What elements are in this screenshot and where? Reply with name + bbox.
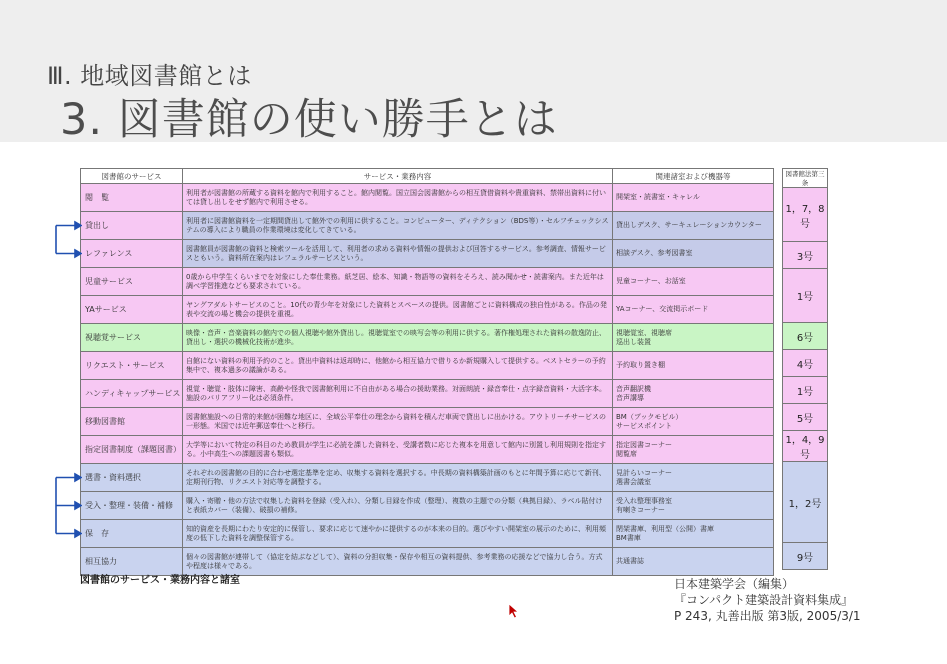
table-row xyxy=(81,268,774,296)
service-name: 児童サービス xyxy=(81,268,183,296)
service-name: 保 存 xyxy=(81,520,183,548)
table-row xyxy=(81,380,774,408)
header-rooms: 関連諸室および機器等 xyxy=(613,169,774,184)
related-rooms: 相談デスク、参考図書室 xyxy=(613,240,774,268)
law-article: 5号 xyxy=(783,404,828,431)
service-description: 映像・音声・音楽資料の館内での個人視聴や館外貸出し。視聴覚室での映写会等の利用に供する。著作権処理された資料の散逸防止、貸出し・選択の機械化技術が進歩。 xyxy=(183,324,613,352)
arrow-head xyxy=(75,530,81,537)
arrow-head xyxy=(75,474,81,481)
mouse-pointer-icon xyxy=(508,603,520,619)
service-name: 受入・整理・装備・補修 xyxy=(81,492,183,520)
related-rooms: 貸出しデスク、サーキュレーションカウンター xyxy=(613,212,774,240)
service-name: リクエスト・サービス xyxy=(81,352,183,380)
law-article: 3号 xyxy=(783,242,828,269)
law-article: 1，2号 xyxy=(783,462,828,543)
related-rooms: 視聴覚室、視聴席 巡出し装置 xyxy=(613,324,774,352)
service-description: 図書館員が図書館の資料と検索ツールを活用して、利用者の求める資料や情報の提供および回答するサービス。参考調査、情報サービスともいう。資料所在案内はレフェラルサービスという。 xyxy=(183,240,613,268)
related-rooms: 予約取り置き棚 xyxy=(613,352,774,380)
header-content: サービス・業務内容 xyxy=(183,169,613,184)
service-name: レファレンス xyxy=(81,240,183,268)
table-row xyxy=(81,212,774,240)
related-rooms: 見計らいコーナー 選書会議室 xyxy=(613,464,774,492)
flow-arrows xyxy=(52,168,82,548)
service-name: 相互協力 xyxy=(81,548,183,576)
related-rooms: 開架室・読書室・キャレル xyxy=(613,184,774,212)
related-rooms: 音声翻訳機 音声講導 xyxy=(613,380,774,408)
service-description: 個々の図書館が連帯して（協定を結ぶなどして）、資料の分担収集・保存や相互の資料提供、参考業務の応援などで協力し合う。方式や程度は様々である。 xyxy=(183,548,613,576)
table-row xyxy=(81,324,774,352)
arrow-head xyxy=(75,502,81,509)
service-description: 大学等において特定の科目のため教員が学生に必読を課した資料を、受講者数に応じた複本を用意して館内に別置し利用規則を指定する。小中高生への課題図書も類似。 xyxy=(183,436,613,464)
library-law-table xyxy=(782,168,828,570)
law-article: 1，4，9号 xyxy=(783,431,828,462)
law-article: 9号 xyxy=(783,543,828,570)
citation-book: 『コンパクト建築設計資料集成』 xyxy=(674,593,854,607)
service-name: 視聴覚サービス xyxy=(81,324,183,352)
service-name: YAサービス xyxy=(81,296,183,324)
citation-editor: 日本建築学会（編集） xyxy=(674,577,795,591)
service-name: 閲 覧 xyxy=(81,184,183,212)
service-name: 貸出し xyxy=(81,212,183,240)
service-description: 購入・寄贈・他の方法で収集した資料を登録（受入れ）、分類し目録を作成（整理）、複数の主題での分類（典拠目録）、ラベル貼付けと表紙カバー（装備）、破損の補修。 xyxy=(183,492,613,520)
section-title: Ⅲ. 地域図書館とは xyxy=(47,62,252,90)
service-description: それぞれの図書館の目的に合わせ選定基準を定め、収集する資料を選択する。中長期の資料構築計画のもとに年間予算に応じて新刊、定期刊行物、リクエスト対応等を調整する。 xyxy=(183,464,613,492)
header-service: 図書館のサービス xyxy=(81,169,183,184)
related-rooms: 受入れ整理事務室 有喇きコーナー xyxy=(613,492,774,520)
service-description: 利用者に図書館資料を一定期間貸出して館外での利用に供すること。コンピューター、ディテクション（BDS等）・セルフチェックシステムの導入により職員の作業環境は変化してきている。 xyxy=(183,212,613,240)
table-row xyxy=(81,520,774,548)
related-rooms: 閉架書庫、利用型（公開）書庫 BM書庫 xyxy=(613,520,774,548)
service-name: ハンディキャップサービス xyxy=(81,380,183,408)
service-description: ヤングアダルトサービスのこと。10代の青少年を対象にした資料とスペースの提供。図書館ごとに資料構成の独自性がある。作品の発表や交流の場と機会の提供を重視。 xyxy=(183,296,613,324)
law-article: 1号 xyxy=(783,377,828,404)
law-article: 6号 xyxy=(783,323,828,350)
arrow-head xyxy=(75,250,81,257)
related-rooms: YAコーナー、交流掲示ボード xyxy=(613,296,774,324)
table-row xyxy=(81,240,774,268)
service-description: 視覚・聴覚・肢体に障害、高齢や怪我で図書館利用に不自由がある場合の援助業務。対面朗読・録音奉仕・点字録音資料・大活字本。施設のバリアフリー化は必須条件。 xyxy=(183,380,613,408)
law-article: 4号 xyxy=(783,350,828,377)
table-header-row xyxy=(81,169,774,184)
table-row xyxy=(81,184,774,212)
law-header: 図書館法第三条 xyxy=(783,169,828,188)
related-rooms: 児童コーナー、お話室 xyxy=(613,268,774,296)
table-row xyxy=(81,408,774,436)
law-article: 1，7，8号 xyxy=(783,188,828,242)
arrow-head xyxy=(75,222,81,229)
related-rooms: 指定図書コーナー 閲覧席 xyxy=(613,436,774,464)
service-description: 自館にない資料の利用予約のこと。貸出中資料は返却時に、他館から相互協力で借りるか新規購入して提供する。ベストセラーの予約集中で、複本過多の議論がある。 xyxy=(183,352,613,380)
related-rooms: 共通書誌 xyxy=(613,548,774,576)
service-name: 移動図書館 xyxy=(81,408,183,436)
table-row xyxy=(81,464,774,492)
table-caption: 図書館のサービス・業務内容と諸室 xyxy=(80,575,240,586)
service-description: 知的資産を長期にわたり安定的に保管し、要求に応じて速やかに提供するのが本来の目的。選びやすい開架室の展示のために、利用頻度の低下した資料を調整保管する。 xyxy=(183,520,613,548)
citation-publication: P 243, 丸善出版 第3版, 2005/3/1 xyxy=(674,609,861,623)
service-name: 指定図書制度（課題図書） xyxy=(81,436,183,464)
service-name: 選書・資料選択 xyxy=(81,464,183,492)
citation xyxy=(674,576,861,624)
table-row xyxy=(81,296,774,324)
main-title: 3. 図書館の使い勝手とは xyxy=(60,95,558,145)
service-description: 0歳から中学生くらいまでを対象にした奉仕業務。紙芝居、絵本、知識・物語等の資料をそろえ、読み聞かせ・読書案内。また近年は調べ学習推進なども要求されている。 xyxy=(183,268,613,296)
table-row xyxy=(81,352,774,380)
table-row xyxy=(81,492,774,520)
service-description: 図書館施設への日常的来館が困難な地区に、全域公平奉仕の理念から資料を積んだ車両で貸出しに出かける。アウトリーチサービスの一形態。米国では近年郵送奉仕へと移行。 xyxy=(183,408,613,436)
related-rooms: BM（ブックモビル） サービスポイント xyxy=(613,408,774,436)
table-row xyxy=(81,436,774,464)
service-description: 利用者が図書館の所蔵する資料を館内で利用すること。館内閲覧。国立国会図書館からの相互貸借資料や貴重資料、禁帯出資料に付いては貸し出しをせず館内で利用させる。 xyxy=(183,184,613,212)
law-article: 1号 xyxy=(783,269,828,323)
service-table xyxy=(80,168,774,576)
